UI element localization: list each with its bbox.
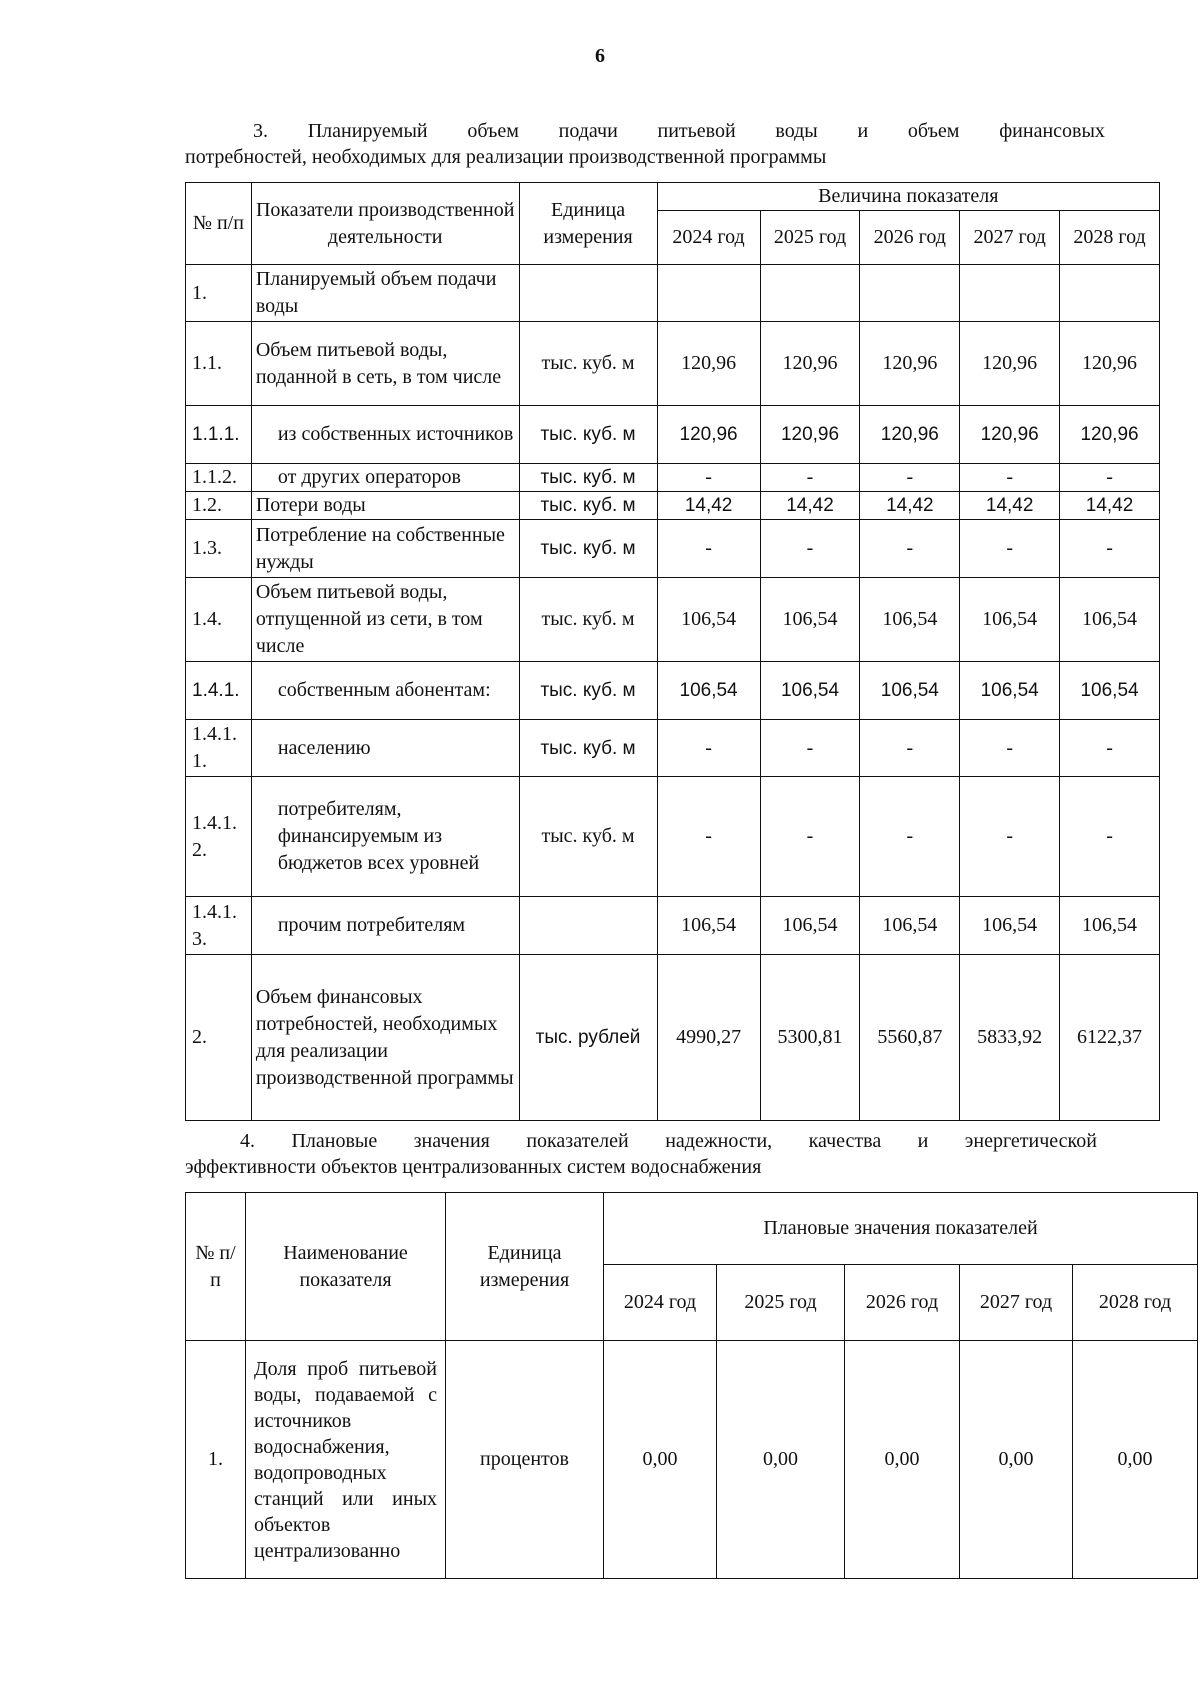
row-value: 120,96 <box>657 406 760 464</box>
row-num: 1.1. <box>186 322 252 406</box>
row-value: 0,00 <box>960 1341 1073 1579</box>
header-value: Плановые значения показателей <box>604 1193 1198 1265</box>
row-value: - <box>1060 720 1160 777</box>
row-name: Объем финансовых потребностей, необходимых для реализации производственной программы <box>251 955 519 1121</box>
heading-word: и <box>857 120 869 142</box>
header-year: 2028 год <box>1073 1265 1198 1341</box>
heading-word: 3. <box>253 120 268 142</box>
section-4-heading <box>185 1128 1097 1180</box>
row-value: - <box>860 777 960 897</box>
table-row <box>186 578 1160 662</box>
row-num: 1.3. <box>186 520 252 578</box>
row-value: 106,54 <box>760 662 860 720</box>
row-value: 106,54 <box>860 578 960 662</box>
row-value: 106,54 <box>860 897 960 955</box>
row-unit: тыс. куб. м <box>519 520 657 578</box>
row-value: 106,54 <box>760 578 860 662</box>
row-value: 106,54 <box>960 578 1060 662</box>
row-value: - <box>1060 777 1160 897</box>
heading-word: надежности, <box>665 1130 773 1152</box>
row-value: 120,96 <box>760 406 860 464</box>
row-value: 120,96 <box>960 322 1060 406</box>
row-unit: тыс. куб. м <box>519 578 657 662</box>
table-row <box>186 406 1160 464</box>
row-num: 1. <box>186 265 252 322</box>
heading-word: Планируемый <box>307 120 428 142</box>
row-unit: тыс. куб. м <box>519 406 657 464</box>
heading-word: питьевой <box>657 120 736 142</box>
row-value <box>960 265 1060 322</box>
row-value: 5300,81 <box>760 955 860 1121</box>
row-value: 0,00 <box>717 1341 845 1579</box>
row-num: 1.4.1. 3. <box>186 897 252 955</box>
row-value: - <box>860 720 960 777</box>
header-indicator: Показатели производственной деятельности <box>251 183 519 265</box>
row-num: 1.2. <box>186 492 252 520</box>
row-unit: тыс. куб. м <box>519 662 657 720</box>
table-row <box>186 464 1160 492</box>
row-value: 106,54 <box>960 897 1060 955</box>
row-unit: тыс. куб. м <box>519 777 657 897</box>
row-name: потребителям, финансируемым из бюджетов всех уровней <box>251 777 519 897</box>
header-unit: Единица измерения <box>519 183 657 265</box>
row-value <box>1060 265 1160 322</box>
row-value: 106,54 <box>1060 897 1160 955</box>
table-row <box>186 897 1160 955</box>
heading-word: качества <box>808 1130 882 1152</box>
heading-word: Плановые <box>291 1130 378 1152</box>
row-value: 14,42 <box>860 492 960 520</box>
production-volume-table <box>185 182 1160 1121</box>
row-value: 5560,87 <box>860 955 960 1121</box>
row-name: Доля проб питьевой воды, подаваемой с источников водоснабжения, водопроводных станций или иных объектов централизованно <box>246 1341 446 1579</box>
heading-word: и <box>917 1130 929 1152</box>
table-row <box>186 662 1160 720</box>
row-value: 14,42 <box>760 492 860 520</box>
row-value: - <box>760 720 860 777</box>
section-3-heading-line-2: потребностей, необходимых для реализации производственной программы <box>185 146 827 168</box>
row-value: 0,00 <box>604 1341 717 1579</box>
row-value: - <box>960 464 1060 492</box>
row-unit <box>519 265 657 322</box>
row-num: 1. <box>186 1341 246 1579</box>
row-value: - <box>960 777 1060 897</box>
row-value: 120,96 <box>860 406 960 464</box>
row-value: 120,96 <box>960 406 1060 464</box>
header-year: 2025 год <box>717 1265 845 1341</box>
row-name: прочим потребителям <box>251 897 519 955</box>
row-value: - <box>760 777 860 897</box>
row-value <box>860 265 960 322</box>
table-row <box>186 777 1160 897</box>
section-4-heading-line-1 <box>240 1128 1097 1154</box>
row-unit: тыс. куб. м <box>519 464 657 492</box>
row-value: 14,42 <box>960 492 1060 520</box>
row-value: - <box>657 720 760 777</box>
row-value: - <box>760 464 860 492</box>
row-unit: тыс. куб. м <box>519 322 657 406</box>
heading-word: объем <box>467 120 519 142</box>
row-name: Потребление на собственные нужды <box>251 520 519 578</box>
table-row <box>186 322 1160 406</box>
row-num: 1.4. <box>186 578 252 662</box>
row-unit: процентов <box>446 1341 604 1579</box>
row-value: - <box>760 520 860 578</box>
table-row <box>186 955 1160 1121</box>
row-value: 120,96 <box>657 322 760 406</box>
row-unit: тыс. куб. м <box>519 720 657 777</box>
row-value: 0,00 <box>845 1341 960 1579</box>
row-value: - <box>1060 520 1160 578</box>
table-row <box>186 1341 1198 1579</box>
row-value <box>760 265 860 322</box>
row-value: 106,54 <box>657 662 760 720</box>
header-year: 2027 год <box>960 1265 1073 1341</box>
row-name: Потери воды <box>251 492 519 520</box>
reliability-indicators-table <box>185 1192 1198 1579</box>
heading-word: энергетической <box>964 1130 1097 1152</box>
header-unit: Единица измерения <box>446 1193 604 1341</box>
header-year: 2026 год <box>845 1265 960 1341</box>
header-year: 2026 год <box>860 211 960 265</box>
row-value: - <box>860 520 960 578</box>
row-value: 106,54 <box>960 662 1060 720</box>
section-3-heading-line-1 <box>253 118 1105 144</box>
row-value: 120,96 <box>860 322 960 406</box>
row-num: 2. <box>186 955 252 1121</box>
heading-word: подачи <box>558 120 618 142</box>
row-value: 106,54 <box>657 897 760 955</box>
heading-word: объем <box>907 120 960 142</box>
row-unit: тыс. куб. м <box>519 492 657 520</box>
row-name: населению <box>251 720 519 777</box>
heading-word: финансовых <box>999 120 1105 142</box>
section-4-heading-line-2: эффективности объектов централизованных систем водоснабжения <box>185 1156 762 1178</box>
page-number: 6 <box>595 45 605 67</box>
row-value: - <box>1060 464 1160 492</box>
header-year: 2024 год <box>657 211 760 265</box>
row-value: 120,96 <box>1060 406 1160 464</box>
row-num: 1.4.1. 1. <box>186 720 252 777</box>
header-year: 2024 год <box>604 1265 717 1341</box>
row-num: 1.1.2. <box>186 464 252 492</box>
row-value: 4990,27 <box>657 955 760 1121</box>
heading-word: 4. <box>240 1130 255 1152</box>
row-value: - <box>657 777 760 897</box>
header-name: Наименование показателя <box>246 1193 446 1341</box>
row-name: Планируемый объем подачи воды <box>251 265 519 322</box>
row-num: 1.4.1. 2. <box>186 777 252 897</box>
heading-word: значения <box>413 1130 490 1152</box>
row-value: 106,54 <box>1060 578 1160 662</box>
row-name: собственным абонентам: <box>251 662 519 720</box>
row-value: 106,54 <box>1060 662 1160 720</box>
row-value: 120,96 <box>1060 322 1160 406</box>
row-value: - <box>657 464 760 492</box>
section-3-heading <box>185 118 1105 170</box>
row-value: - <box>657 520 760 578</box>
header-num: № п/п <box>186 1193 246 1341</box>
table-row <box>186 265 1160 322</box>
row-name: Объем питьевой воды, отпущенной из сети, в том числе <box>251 578 519 662</box>
table-row <box>186 492 1160 520</box>
row-name: от других операторов <box>251 464 519 492</box>
header-year: 2028 год <box>1060 211 1160 265</box>
row-value: - <box>960 720 1060 777</box>
heading-word: показателей <box>526 1130 629 1152</box>
row-value: 106,54 <box>860 662 960 720</box>
row-name: из собственных источников <box>251 406 519 464</box>
table-row <box>186 720 1160 777</box>
header-num: № п/п <box>186 183 252 265</box>
row-value: 5833,92 <box>960 955 1060 1121</box>
row-value: 120,96 <box>760 322 860 406</box>
row-num: 1.4.1. <box>186 662 252 720</box>
row-value: 0,00 <box>1073 1341 1198 1579</box>
row-value: - <box>860 464 960 492</box>
row-unit <box>519 897 657 955</box>
row-value: 106,54 <box>657 578 760 662</box>
header-year: 2025 год <box>760 211 860 265</box>
row-num: 1.1.1. <box>186 406 252 464</box>
row-value: - <box>960 520 1060 578</box>
table-row <box>186 520 1160 578</box>
row-name: Объем питьевой воды, поданной в сеть, в том числе <box>251 322 519 406</box>
row-value <box>657 265 760 322</box>
row-value: 14,42 <box>657 492 760 520</box>
row-unit: тыс. рублей <box>519 955 657 1121</box>
row-value: 6122,37 <box>1060 955 1160 1121</box>
row-value: 106,54 <box>760 897 860 955</box>
header-value: Величина показателя <box>657 183 1159 211</box>
heading-word: воды <box>775 120 818 142</box>
row-value: 14,42 <box>1060 492 1160 520</box>
header-year: 2027 год <box>960 211 1060 265</box>
